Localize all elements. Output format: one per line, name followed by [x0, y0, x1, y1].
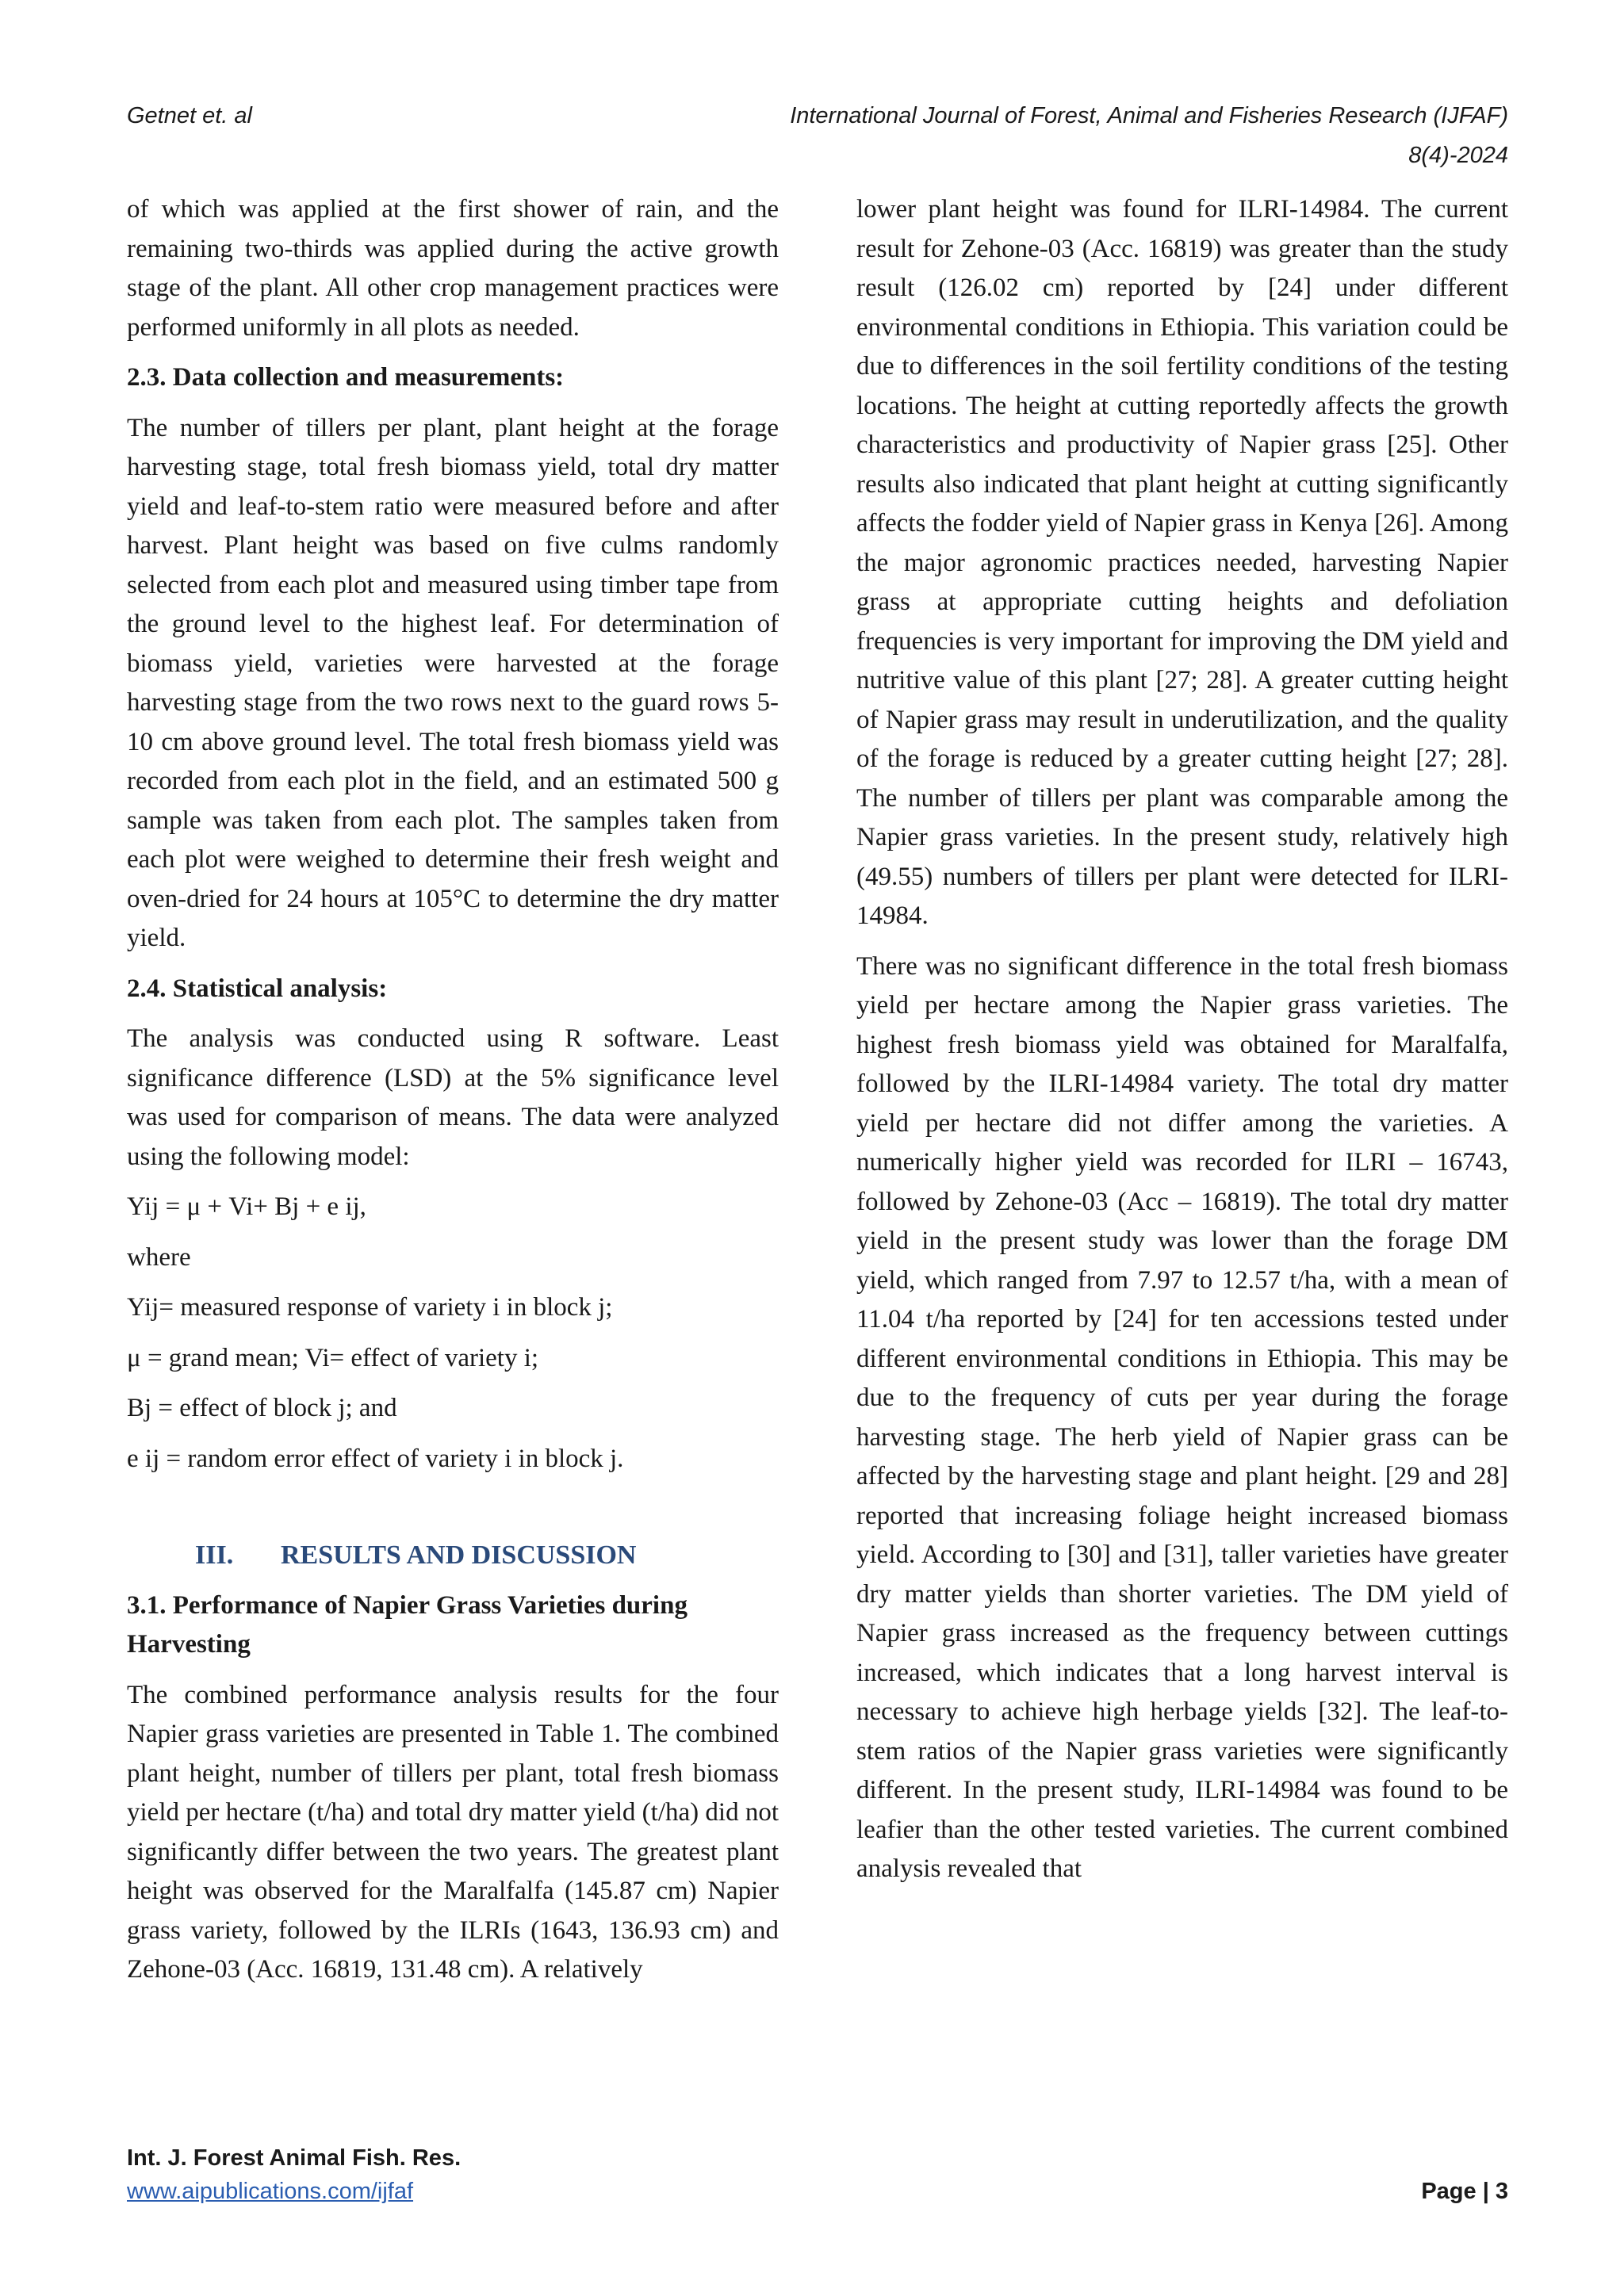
- section-heading-results: [195, 1536, 779, 1575]
- footer-url-link[interactable]: www.aipublications.com/ijfaf: [127, 2179, 414, 2204]
- subsection-heading-2-3: 2.3. Data collection and measurements:: [127, 363, 565, 392]
- section-number: III.: [195, 1540, 234, 1570]
- footer-journal-name: Int. J. Forest Animal Fish. Res.: [127, 2145, 462, 2171]
- model-definition: Yij= measured response of variety i in block j;: [127, 1293, 613, 1322]
- header-issue: 8(4)-2024: [1408, 143, 1508, 168]
- model-definition: μ = grand mean; Vi= effect of variety i;: [127, 1343, 539, 1372]
- footer-journal-info: [127, 2141, 461, 2208]
- left-column: [127, 190, 779, 2001]
- paragraph: There was no significant difference in the total fresh biomass yield per hectare among the Napier grass varieties. The highest fresh biomass yield was obtained for Maralfalfa, followed by the ILRI-14984 variety. The total dry matter yield per hectare did not differ among the varieties. A numerically higher yield was recorded for ILRI – 16743, followed by Zehone-03 (Acc – 16819). The total dry matter yield in the present study was lower than the forage DM yield, which ranged from 7.97 to 12.57 t/ha, with a mean of 11.04 t/ha reported by [24] for ten accessions tested under different environmental conditions in Ethiopia. This may be due to the frequency of cuts per year during the forage harvesting stage. The herb yield of Napier grass can be affected by the harvesting stage and plant height. [29 and 28] reported that increasing foliage height increased biomass yield. According to [30] and [31], taller varieties have greater dry matter yields than shorter varieties. The DM yield of Napier grass increased as the frequency between cuttings increased, which indicates that a long harvest interval is necessary to achieve high herbage yields [32]. The leaf-to-stem ratios of the Napier grass varieties were significantly different. In the present study, ILRI-14984 was found to be leafier than the other tested varieties. The current combined analysis revealed that: [856, 951, 1508, 1883]
- paragraph: of which was applied at the first shower of rain, and the remaining two-thirds was applied during the active growth stage of the plant. All other crop management practices were performed uniformly in all plots as needed.: [127, 195, 779, 342]
- right-column: [856, 190, 1508, 1900]
- paragraph: lower plant height was found for ILRI-14984. The current result for Zehone-03 (Acc. 16819) was greater than the study result (126.02 cm) reported by [24] under different environmental conditions in Ethiopia. This variation could be due to differences in the soil fertility conditions of the testing locations. The height at cutting reportedly affects the growth characteristics and productivity of Napier grass [25]. Other results also indicated that plant height at cutting significantly affects the fodder yield of Napier grass in Kenya [26]. Among the major agronomic practices needed, harvesting Napier grass at appropriate cutting heights and defoliation frequencies is very important for improving the DM yield and nutritive value of this plant [27; 28]. A greater cutting height of Napier grass may result in underutilization, and the quality of the forage is reduced by a greater cutting height [27; 28]. The number of tillers per plant was comparable among the Napier grass varieties. In the present study, relatively high (49.55) numbers of tillers per plant were detected for ILRI-14984.: [856, 195, 1508, 930]
- section-title: RESULTS AND DISCUSSION: [281, 1540, 637, 1570]
- model-where: where: [127, 1242, 191, 1272]
- header-journal: [790, 96, 1508, 175]
- model-definition: Bj = effect of block j; and: [127, 1394, 397, 1422]
- model-definition: e ij = random error effect of variety i in block j.: [127, 1444, 624, 1473]
- model-equation: Yij = μ + Vi+ Bj + e ij,: [127, 1192, 366, 1221]
- subsection-heading-2-4: 2.4. Statistical analysis:: [127, 974, 388, 1003]
- header-author: Getnet et. al: [127, 103, 252, 128]
- header-journal-title: International Journal of Forest, Animal and Fisheries Research (IJFAF): [790, 103, 1508, 128]
- paragraph: The analysis was conducted using R software. Least significance difference (LSD) at the 5% significance level was used for comparison of means. The data were analyzed using the following model:: [127, 1024, 779, 1171]
- subsection-heading-3-1: 3.1. Performance of Napier Grass Varieties during Harvesting: [127, 1590, 688, 1659]
- page-number: Page | 3: [1421, 2179, 1508, 2204]
- paragraph: The number of tillers per plant, plant height at the forage harvesting stage, total fresh biomass yield, total dry matter yield and leaf-to-stem ratio were measured before and after harvest. Plant height was based on five culms randomly selected from each plot and measured using timber tape from the ground level to the highest leaf. For determination of biomass yield, varieties were harvested at the forage harvesting stage from the two rows next to the guard rows 5-10 cm above ground level. The total fresh biomass yield was recorded from each plot in the field, and an estimated 500 g sample was taken from each plot. The samples taken from each plot were weighed to determine their fresh weight and oven-dried for 24 hours at 105°C to determine the dry matter yield.: [127, 413, 779, 952]
- paragraph: The combined performance analysis results for the four Napier grass varieties are presented in Table 1. The combined plant height, number of tillers per plant, total fresh biomass yield per hectare (t/ha) and total dry matter yield (t/ha) did not significantly differ between the two years. The greatest plant height was observed for the Maralfalfa (145.87 cm) Napier grass variety, followed by the ILRIs (1643, 136.93 cm) and Zehone-03 (Acc. 16819, 131.48 cm). A relatively: [127, 1680, 779, 1984]
